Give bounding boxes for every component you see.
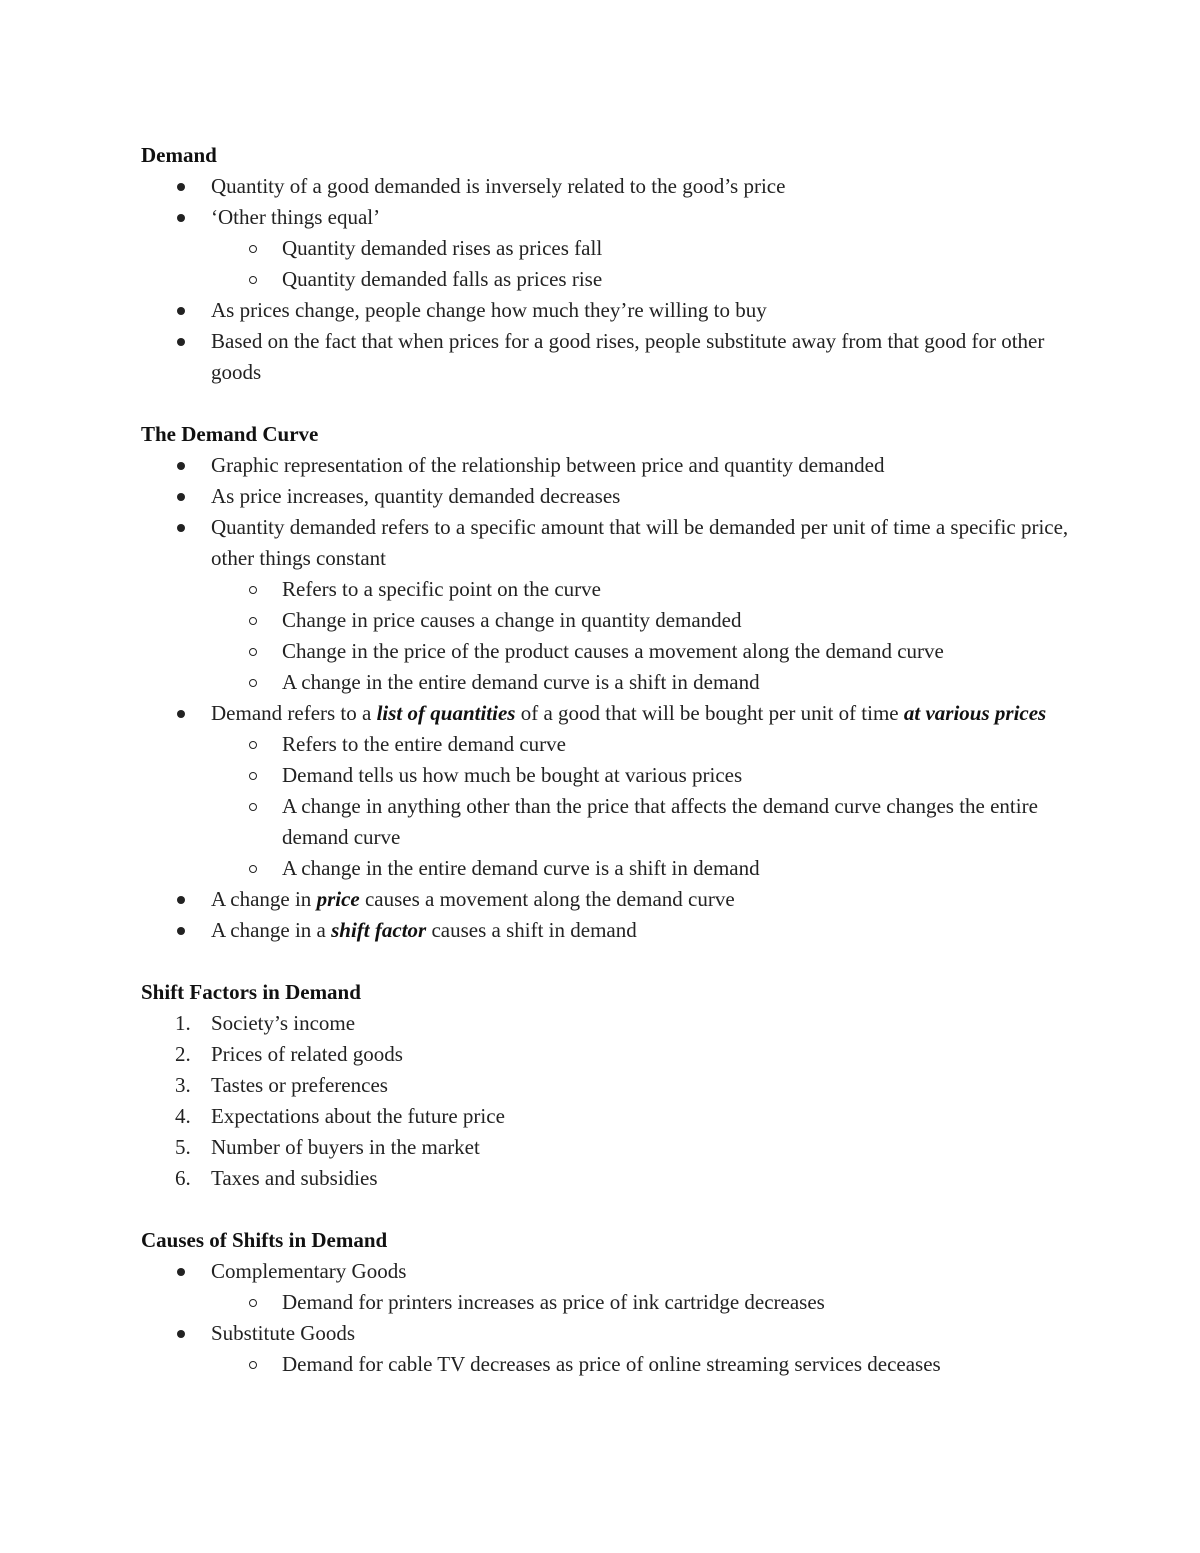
list-item: 1. Society’s income (141, 1008, 1081, 1039)
bullet-circle-icon (249, 245, 257, 253)
list-item: A change in price causes a movement along the demand curve (141, 884, 1081, 915)
bullet-list (141, 1256, 1081, 1380)
bullet-dot-icon (177, 1330, 185, 1338)
list-number: 6. (175, 1166, 191, 1190)
bullet-circle-icon (249, 772, 257, 780)
list-number: 5. (175, 1135, 191, 1159)
bullet-dot-icon (177, 493, 185, 501)
list-number: 4. (175, 1104, 191, 1128)
numbered-list (141, 1008, 1081, 1194)
sub-list-item: Demand for cable TV decreases as price of online streaming services deceases (141, 1349, 1081, 1380)
section-shift-factors (141, 977, 1081, 1194)
sub-list-item: Refers to the entire demand curve (141, 729, 1081, 760)
bullet-dot-icon (177, 896, 185, 904)
list-item: Graphic representation of the relationship between price and quantity demanded (141, 450, 1081, 481)
bullet-circle-icon (249, 1361, 257, 1369)
list-item: 5. Number of buyers in the market (141, 1132, 1081, 1163)
sub-list-item: Change in price causes a change in quantity demanded (141, 605, 1081, 636)
sub-list-item: Demand for printers increases as price of ink cartridge decreases (141, 1287, 1081, 1318)
list-item: 6. Taxes and subsidies (141, 1163, 1081, 1194)
sub-list-item: Quantity demanded falls as prices rise (141, 264, 1081, 295)
list-number: 3. (175, 1073, 191, 1097)
bullet-circle-icon (249, 586, 257, 594)
sub-list-item: Refers to a specific point on the curve (141, 574, 1081, 605)
bullet-list (141, 171, 1081, 388)
sub-list-item: Quantity demanded rises as prices fall (141, 233, 1081, 264)
list-item: As prices change, people change how much they’re willing to buy (141, 295, 1081, 326)
list-item: 2. Prices of related goods (141, 1039, 1081, 1070)
emphasis-text: shift factor (331, 918, 427, 942)
sub-list-item: Change in the price of the product causes a movement along the demand curve (141, 636, 1081, 667)
section-causes (141, 1225, 1081, 1380)
list-item: Complementary Goods (141, 1256, 1081, 1287)
section-heading: Demand (141, 143, 217, 167)
bullet-dot-icon (177, 183, 185, 191)
section-demand-curve (141, 419, 1081, 946)
list-item: 3. Tastes or preferences (141, 1070, 1081, 1101)
list-item: Based on the fact that when prices for a good rises, people substitute away from that good for other goods (141, 326, 1081, 388)
list-number: 1. (175, 1011, 191, 1035)
bullet-circle-icon (249, 276, 257, 284)
document-page (141, 140, 1081, 1411)
bullet-dot-icon (177, 1268, 185, 1276)
emphasis-text: price (316, 887, 360, 911)
section-demand (141, 140, 1081, 388)
bullet-circle-icon (249, 1299, 257, 1307)
list-item: A change in a shift factor causes a shift in demand (141, 915, 1081, 946)
bullet-dot-icon (177, 524, 185, 532)
sub-list-item: A change in the entire demand curve is a shift in demand (141, 853, 1081, 884)
list-item: As price increases, quantity demanded decreases (141, 481, 1081, 512)
section-heading: Shift Factors in Demand (141, 980, 361, 1004)
list-number: 2. (175, 1042, 191, 1066)
bullet-dot-icon (177, 927, 185, 935)
section-heading: Causes of Shifts in Demand (141, 1228, 388, 1252)
list-item: Quantity demanded refers to a specific amount that will be demanded per unit of time a specific price, other things constant (141, 512, 1081, 574)
bullet-circle-icon (249, 803, 257, 811)
bullet-dot-icon (177, 214, 185, 222)
list-item: 4. Expectations about the future price (141, 1101, 1081, 1132)
bullet-circle-icon (249, 617, 257, 625)
emphasis-text: at various prices (903, 701, 1047, 725)
sub-list-item: Demand tells us how much be bought at various prices (141, 760, 1081, 791)
bullet-dot-icon (177, 710, 185, 718)
bullet-dot-icon (177, 307, 185, 315)
sub-list-item: A change in anything other than the price that affects the demand curve changes the entire demand curve (141, 791, 1081, 853)
list-item: Substitute Goods (141, 1318, 1081, 1349)
sub-list-item: A change in the entire demand curve is a shift in demand (141, 667, 1081, 698)
list-item: Demand refers to a list of quantities of a good that will be bought per unit of time at various prices (141, 698, 1081, 729)
section-heading: The Demand Curve (141, 422, 319, 446)
bullet-circle-icon (249, 679, 257, 687)
emphasis-text: list of quantities (376, 701, 516, 725)
bullet-circle-icon (249, 741, 257, 749)
bullet-circle-icon (249, 865, 257, 873)
bullet-dot-icon (177, 338, 185, 346)
list-item: Quantity of a good demanded is inversely related to the good’s price (141, 171, 1081, 202)
list-item: ‘Other things equal’ (141, 202, 1081, 233)
bullet-circle-icon (249, 648, 257, 656)
bullet-list (141, 450, 1081, 946)
bullet-dot-icon (177, 462, 185, 470)
